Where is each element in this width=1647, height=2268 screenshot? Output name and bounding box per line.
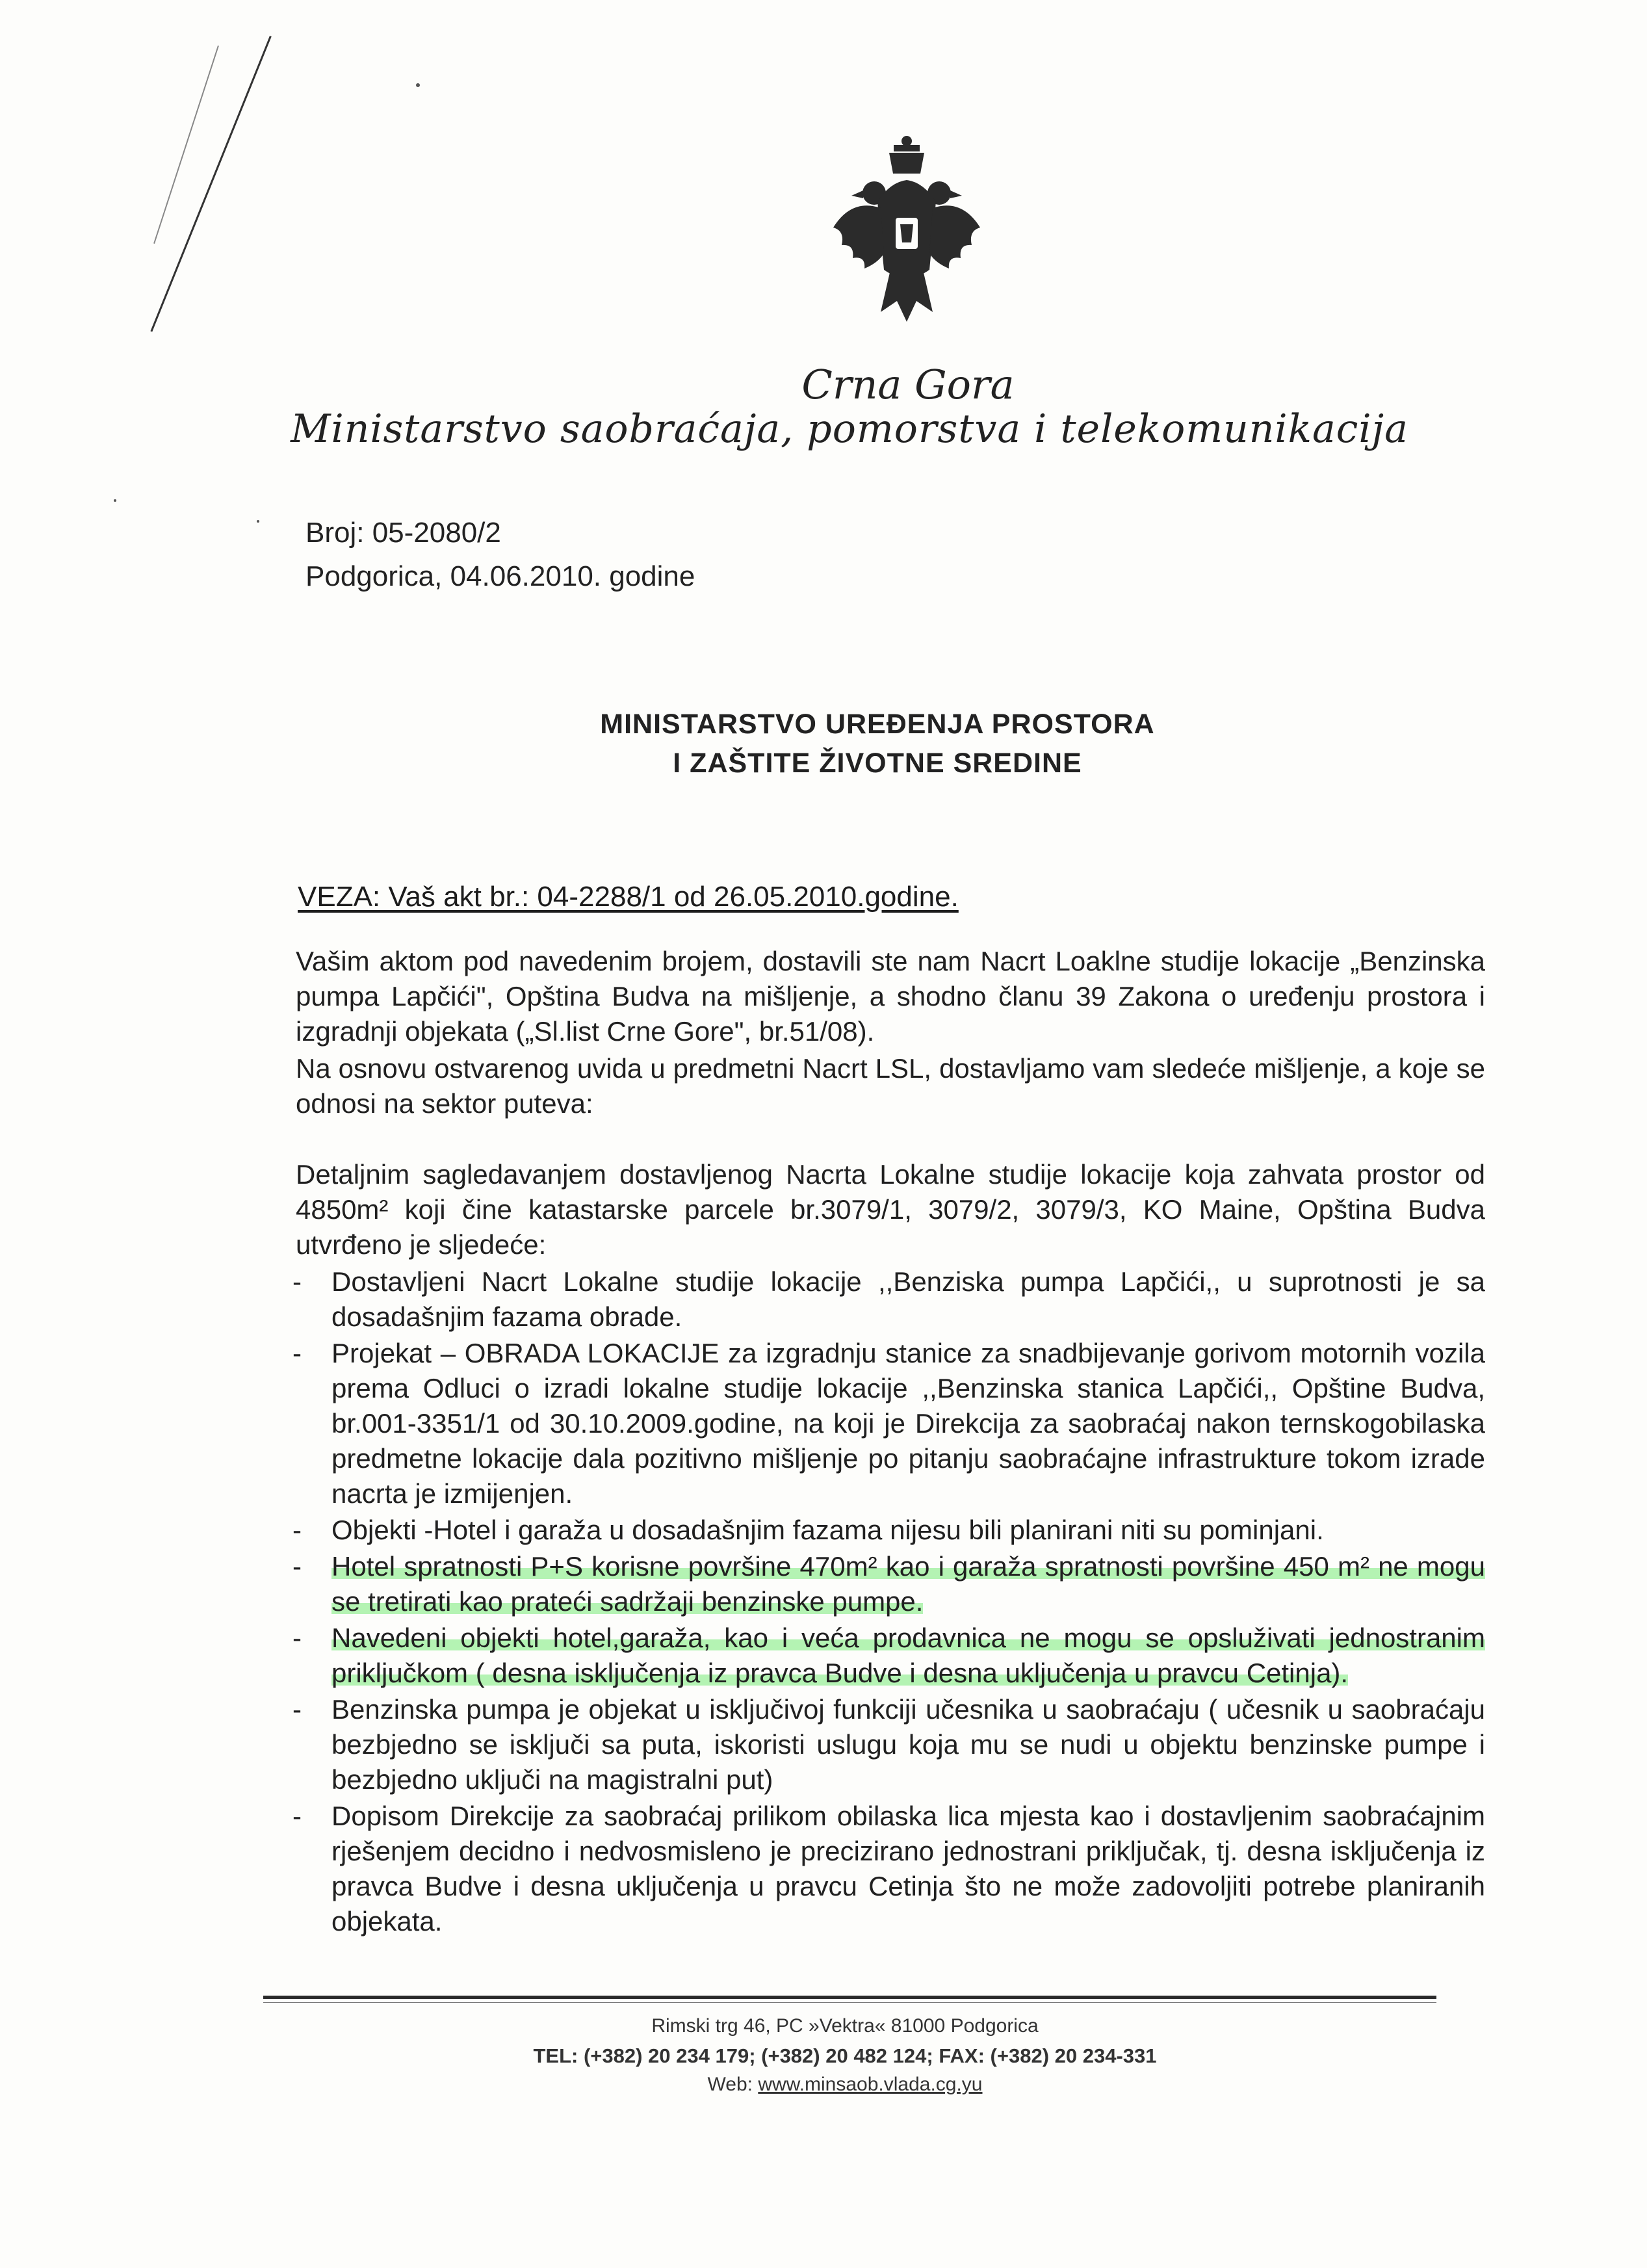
footer-web: [260, 2074, 1430, 2096]
document-number: Broj: 05-2080/2: [305, 517, 501, 549]
letterhead-country: Crna Gora: [801, 361, 1015, 408]
finding-item: [273, 1621, 1485, 1691]
scan-speck: [257, 520, 259, 523]
scan-speck: [416, 83, 420, 87]
finding-item: [273, 1264, 1485, 1335]
footer-phones: TEL: (+382) 20 234 179; (+382) 20 482 124; FAX: (+382) 20 234-331: [533, 2044, 1157, 2067]
footer-web-label: Web:: [707, 2074, 753, 2095]
document-place-date: Podgorica, 04.06.2010. godine: [305, 560, 695, 592]
finding-item: [273, 1549, 1485, 1619]
finding-text: Dostavljeni Nacrt Lokalne studije lokacije ,,Benziska pumpa Lapčići,, u suprotnosti je sa dosadašnjim fazama obrade.: [331, 1266, 1485, 1332]
finding-text: Benzinska pumpa je objekat u isključivoj funkciji učesnika u saobraćaju ( učesnik u saobraćaju bezbjedno se isključi sa puta, iskoristi uslugu koja mu se nudi u objektu benzinske pumpe i bezbjedno uključi na magistralni put): [331, 1694, 1485, 1795]
reference-line: VEZA: Vaš akt br.: 04-2288/1 od 26.05.2010.godine.: [298, 881, 959, 913]
finding-text: Projekat – OBRADA LOKACIJE za izgradnju stanice za snadbijevanje gorivom motornih vozila prema Odluci o izradi lokalne studije lokacije ,,Benzinska stanica Lapčići,, Opštine Budva, br.001-3351/1 od 30.10.2009.godine, na koji je Direkcija za saobraćaj nakon ternskogobilaska predmetne lokacije dala pozitivno mišljenje po pitanju saobraćajne infrastrukture tokom izrade nacrta je izmijenjen.: [331, 1338, 1485, 1509]
letterhead-ministry: Ministarstvo saobraćaja, pomorstva i telekomunikacija: [291, 406, 1408, 452]
footer-divider-thin: [263, 2002, 1436, 2003]
body-paragraph: Vašim aktom pod navedenim brojem, dostavili ste nam Nacrt Loaklne studije lokacije „Benzinska pumpa Lapčići", Opština Budva na mišljenje, a shodno članu 39 Zakona o uređenju prostora i izgradnji objekata („Sl.list Crne Gore", br.51/08).: [296, 946, 1485, 1047]
finding-item: [273, 1799, 1485, 1939]
footer-address: Rimski trg 46, PC »Vektra« 81000 Podgorica: [651, 2015, 1039, 2037]
finding-text-highlighted: Navedeni objekti hotel,garaža, kao i veća prodavnica ne mogu se opsluživati jednostranim priključkom ( desna isključenja iz pravca Budve i desna uključenja u pravcu Cetinja).: [331, 1623, 1485, 1688]
body-paragraph: Detaljnim sagledavanjem dostavljenog Nacrta Lokalne studije lokacije koja zahvata prostor od 4850m² koji čine katastarske parcele br.3079/1, 3079/2, 3079/3, KO Maine, Opština Budva utvrđeno je sljedeće:: [296, 1159, 1485, 1260]
montenegro-double-headed-eagle-icon: [825, 133, 988, 328]
body-paragraph: Na osnovu ostvarenog uvida u predmetni Nacrt LSL, dostavljamo vam sledeće mišljenje, a koje se odnosi na sektor puteva:: [296, 1053, 1485, 1119]
scan-artifact-line: [153, 46, 219, 244]
finding-text-highlighted: Hotel spratnosti P+S korisne površine 470m² kao i garaža spratnosti površine 450 m² ne mogu se tretirati kao prateći sadržaji benzinske pumpe.: [331, 1551, 1485, 1617]
finding-item: [273, 1692, 1485, 1797]
finding-text: Dopisom Direkcije za saobraćaj prilikom obilaska lica mjesta kao i dostavljenim saobraćajnim rješenjem decidno i nedvosmisleno je precizirano jednostrani priključak, tj. desna isključenja iz pravca Budve i desna uključenja u pravcu Cetinja što ne može zadovoljiti potrebe planiranih objekata.: [331, 1801, 1485, 1936]
scan-artifact-line: [150, 36, 271, 332]
recipient-line-1: MINISTARSTVO UREĐENJA PROSTORA: [600, 709, 1155, 740]
finding-item: [273, 1336, 1485, 1511]
footer-divider: [263, 1996, 1436, 1999]
footer-web-link[interactable]: www.minsaob.vlada.cg.yu: [758, 2074, 983, 2095]
findings-list: [273, 1264, 1485, 1940]
recipient-line-2: I ZAŠTITE ŽIVOTNE SREDINE: [673, 748, 1082, 779]
finding-text: Objekti -Hotel i garaža u dosadašnjim fazama nijesu bili planirani niti su pominjani.: [331, 1515, 1324, 1545]
finding-item: [273, 1513, 1485, 1548]
scan-speck: [114, 499, 116, 502]
